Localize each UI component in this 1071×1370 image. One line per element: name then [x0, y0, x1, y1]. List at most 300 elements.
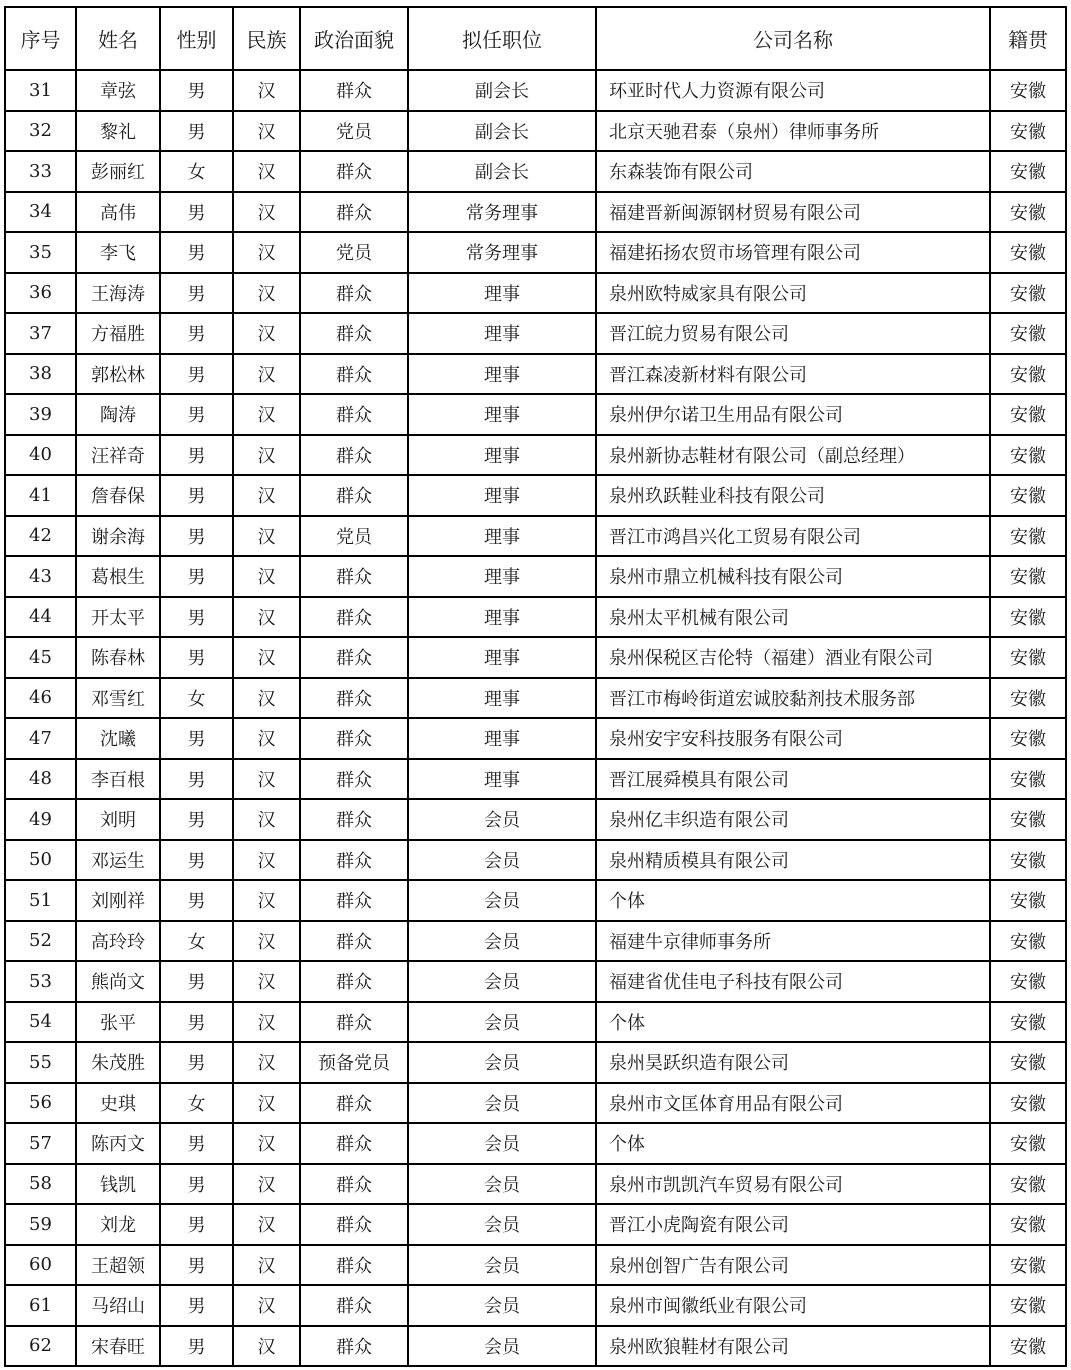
table-row [5, 1204, 1066, 1245]
cell-political-status: 群众 [300, 1204, 408, 1245]
cell-political-status: 群众 [300, 435, 408, 476]
cell-hometown: 安徽 [990, 1123, 1066, 1164]
table-row [5, 516, 1066, 557]
cell-proposed-position: 常务理事 [408, 192, 596, 233]
cell-company-name: 环亚时代人力资源有限公司 [596, 70, 990, 111]
table-row [5, 475, 1066, 516]
cell-ethnicity: 汉 [233, 1002, 300, 1043]
table-row [5, 273, 1066, 314]
cell-serial-number: 50 [5, 840, 76, 881]
cell-proposed-position: 理事 [408, 637, 596, 678]
cell-company-name: 晋江皖力贸易有限公司 [596, 313, 990, 354]
table-row [5, 232, 1066, 273]
cell-ethnicity: 汉 [233, 1164, 300, 1205]
cell-ethnicity: 汉 [233, 151, 300, 192]
cell-serial-number: 37 [5, 313, 76, 354]
cell-proposed-position: 会员 [408, 1204, 596, 1245]
cell-name: 钱凯 [76, 1164, 160, 1205]
cell-proposed-position: 理事 [408, 597, 596, 638]
cell-political-status: 群众 [300, 597, 408, 638]
cell-company-name: 泉州昊跃织造有限公司 [596, 1042, 990, 1083]
cell-serial-number: 56 [5, 1083, 76, 1124]
cell-ethnicity: 汉 [233, 1326, 300, 1367]
cell-gender: 男 [160, 111, 233, 152]
table-row [5, 435, 1066, 476]
cell-hometown: 安徽 [990, 475, 1066, 516]
cell-hometown: 安徽 [990, 1285, 1066, 1326]
cell-serial-number: 55 [5, 1042, 76, 1083]
cell-company-name: 泉州太平机械有限公司 [596, 597, 990, 638]
cell-hometown: 安徽 [990, 799, 1066, 840]
cell-political-status: 群众 [300, 354, 408, 395]
cell-ethnicity: 汉 [233, 516, 300, 557]
cell-name: 刘刚祥 [76, 880, 160, 921]
cell-ethnicity: 汉 [233, 1204, 300, 1245]
cell-name: 汪祥奇 [76, 435, 160, 476]
cell-serial-number: 57 [5, 1123, 76, 1164]
cell-hometown: 安徽 [990, 516, 1066, 557]
cell-gender: 男 [160, 880, 233, 921]
cell-gender: 男 [160, 1285, 233, 1326]
cell-serial-number: 46 [5, 678, 76, 719]
header-row [5, 7, 1066, 70]
cell-name: 章弦 [76, 70, 160, 111]
cell-ethnicity: 汉 [233, 70, 300, 111]
cell-proposed-position: 会员 [408, 1285, 596, 1326]
cell-ethnicity: 汉 [233, 111, 300, 152]
cell-ethnicity: 汉 [233, 799, 300, 840]
header-proposed-position: 拟任职位 [408, 7, 596, 70]
table-row [5, 556, 1066, 597]
cell-serial-number: 35 [5, 232, 76, 273]
cell-serial-number: 38 [5, 354, 76, 395]
cell-gender: 男 [160, 70, 233, 111]
cell-name: 史琪 [76, 1083, 160, 1124]
cell-gender: 女 [160, 151, 233, 192]
cell-name: 彭丽红 [76, 151, 160, 192]
cell-political-status: 群众 [300, 1245, 408, 1286]
cell-political-status: 群众 [300, 921, 408, 962]
cell-serial-number: 61 [5, 1285, 76, 1326]
cell-company-name: 个体 [596, 1123, 990, 1164]
table-row [5, 192, 1066, 233]
cell-ethnicity: 汉 [233, 678, 300, 719]
cell-proposed-position: 会员 [408, 961, 596, 1002]
cell-name: 张平 [76, 1002, 160, 1043]
cell-name: 王超领 [76, 1245, 160, 1286]
cell-ethnicity: 汉 [233, 1083, 300, 1124]
cell-political-status: 群众 [300, 840, 408, 881]
cell-ethnicity: 汉 [233, 1042, 300, 1083]
cell-hometown: 安徽 [990, 556, 1066, 597]
cell-gender: 男 [160, 1204, 233, 1245]
cell-company-name: 东森装饰有限公司 [596, 151, 990, 192]
cell-name: 刘龙 [76, 1204, 160, 1245]
cell-political-status: 群众 [300, 475, 408, 516]
cell-political-status: 群众 [300, 1123, 408, 1164]
cell-name: 马绍山 [76, 1285, 160, 1326]
cell-name: 李百根 [76, 759, 160, 800]
cell-gender: 男 [160, 556, 233, 597]
cell-hometown: 安徽 [990, 597, 1066, 638]
cell-company-name: 北京天驰君泰（泉州）律师事务所 [596, 111, 990, 152]
cell-serial-number: 52 [5, 921, 76, 962]
cell-company-name: 福建晋新闽源钢材贸易有限公司 [596, 192, 990, 233]
cell-political-status: 群众 [300, 880, 408, 921]
cell-company-name: 晋江市鸿昌兴化工贸易有限公司 [596, 516, 990, 557]
cell-hometown: 安徽 [990, 1083, 1066, 1124]
cell-serial-number: 39 [5, 394, 76, 435]
cell-company-name: 晋江市梅岭街道宏诚胶黏剂技术服务部 [596, 678, 990, 719]
cell-proposed-position: 会员 [408, 1042, 596, 1083]
cell-hometown: 安徽 [990, 232, 1066, 273]
cell-political-status: 群众 [300, 799, 408, 840]
cell-proposed-position: 会员 [408, 1002, 596, 1043]
table-row [5, 111, 1066, 152]
cell-proposed-position: 会员 [408, 1245, 596, 1286]
cell-proposed-position: 理事 [408, 313, 596, 354]
cell-ethnicity: 汉 [233, 921, 300, 962]
cell-political-status: 群众 [300, 313, 408, 354]
cell-ethnicity: 汉 [233, 192, 300, 233]
cell-company-name: 泉州亿丰织造有限公司 [596, 799, 990, 840]
cell-name: 高伟 [76, 192, 160, 233]
cell-company-name: 泉州市凯凯汽车贸易有限公司 [596, 1164, 990, 1205]
header-ethnicity: 民族 [233, 7, 300, 70]
cell-serial-number: 31 [5, 70, 76, 111]
table-row [5, 1285, 1066, 1326]
cell-gender: 男 [160, 313, 233, 354]
cell-gender: 男 [160, 718, 233, 759]
cell-ethnicity: 汉 [233, 475, 300, 516]
cell-hometown: 安徽 [990, 273, 1066, 314]
cell-serial-number: 62 [5, 1326, 76, 1367]
cell-proposed-position: 理事 [408, 354, 596, 395]
cell-name: 郭松林 [76, 354, 160, 395]
cell-gender: 男 [160, 232, 233, 273]
cell-hometown: 安徽 [990, 840, 1066, 881]
cell-political-status: 预备党员 [300, 1042, 408, 1083]
cell-hometown: 安徽 [990, 637, 1066, 678]
cell-proposed-position: 副会长 [408, 70, 596, 111]
cell-proposed-position: 理事 [408, 556, 596, 597]
cell-gender: 男 [160, 759, 233, 800]
cell-political-status: 党员 [300, 516, 408, 557]
cell-political-status: 群众 [300, 637, 408, 678]
cell-serial-number: 54 [5, 1002, 76, 1043]
cell-company-name: 泉州伊尔诺卫生用品有限公司 [596, 394, 990, 435]
cell-hometown: 安徽 [990, 1002, 1066, 1043]
cell-gender: 男 [160, 961, 233, 1002]
cell-name: 邓雪红 [76, 678, 160, 719]
cell-company-name: 泉州市文匡体育用品有限公司 [596, 1083, 990, 1124]
cell-name: 开太平 [76, 597, 160, 638]
cell-ethnicity: 汉 [233, 840, 300, 881]
cell-company-name: 晋江展舜模具有限公司 [596, 759, 990, 800]
cell-ethnicity: 汉 [233, 354, 300, 395]
cell-company-name: 个体 [596, 880, 990, 921]
table-row [5, 1002, 1066, 1043]
header-name: 姓名 [76, 7, 160, 70]
cell-serial-number: 41 [5, 475, 76, 516]
cell-ethnicity: 汉 [233, 759, 300, 800]
cell-company-name: 福建拓扬农贸市场管理有限公司 [596, 232, 990, 273]
cell-hometown: 安徽 [990, 111, 1066, 152]
cell-proposed-position: 会员 [408, 1326, 596, 1367]
cell-proposed-position: 会员 [408, 799, 596, 840]
cell-political-status: 群众 [300, 1326, 408, 1367]
cell-political-status: 群众 [300, 151, 408, 192]
cell-political-status: 群众 [300, 192, 408, 233]
cell-political-status: 群众 [300, 1083, 408, 1124]
cell-proposed-position: 会员 [408, 840, 596, 881]
cell-proposed-position: 理事 [408, 678, 596, 719]
cell-gender: 男 [160, 1123, 233, 1164]
table-row [5, 840, 1066, 881]
cell-gender: 女 [160, 921, 233, 962]
cell-ethnicity: 汉 [233, 273, 300, 314]
table-row [5, 880, 1066, 921]
table-row [5, 354, 1066, 395]
cell-name: 熊尚文 [76, 961, 160, 1002]
table-row [5, 313, 1066, 354]
cell-proposed-position: 会员 [408, 1123, 596, 1164]
cell-hometown: 安徽 [990, 1042, 1066, 1083]
cell-gender: 男 [160, 192, 233, 233]
cell-hometown: 安徽 [990, 1164, 1066, 1205]
cell-name: 高玲玲 [76, 921, 160, 962]
cell-serial-number: 43 [5, 556, 76, 597]
cell-company-name: 泉州市闽徽纸业有限公司 [596, 1285, 990, 1326]
cell-serial-number: 53 [5, 961, 76, 1002]
cell-company-name: 泉州欧狼鞋材有限公司 [596, 1326, 990, 1367]
cell-ethnicity: 汉 [233, 313, 300, 354]
table-row [5, 1326, 1066, 1367]
cell-political-status: 群众 [300, 1002, 408, 1043]
cell-gender: 女 [160, 1083, 233, 1124]
cell-company-name: 泉州保税区吉伦特（福建）酒业有限公司 [596, 637, 990, 678]
cell-proposed-position: 理事 [408, 394, 596, 435]
cell-proposed-position: 理事 [408, 718, 596, 759]
cell-gender: 男 [160, 394, 233, 435]
cell-name: 方福胜 [76, 313, 160, 354]
cell-ethnicity: 汉 [233, 961, 300, 1002]
cell-ethnicity: 汉 [233, 394, 300, 435]
table-row [5, 1123, 1066, 1164]
cell-proposed-position: 会员 [408, 1164, 596, 1205]
cell-proposed-position: 理事 [408, 475, 596, 516]
cell-gender: 男 [160, 475, 233, 516]
cell-serial-number: 49 [5, 799, 76, 840]
cell-serial-number: 59 [5, 1204, 76, 1245]
cell-serial-number: 36 [5, 273, 76, 314]
cell-political-status: 群众 [300, 1285, 408, 1326]
cell-political-status: 群众 [300, 273, 408, 314]
cell-ethnicity: 汉 [233, 637, 300, 678]
cell-hometown: 安徽 [990, 313, 1066, 354]
cell-ethnicity: 汉 [233, 556, 300, 597]
cell-hometown: 安徽 [990, 880, 1066, 921]
cell-name: 王海涛 [76, 273, 160, 314]
cell-company-name: 福建省优佳电子科技有限公司 [596, 961, 990, 1002]
cell-name: 朱茂胜 [76, 1042, 160, 1083]
cell-political-status: 群众 [300, 556, 408, 597]
table-row [5, 718, 1066, 759]
cell-proposed-position: 会员 [408, 921, 596, 962]
cell-gender: 男 [160, 1164, 233, 1205]
cell-hometown: 安徽 [990, 759, 1066, 800]
cell-name: 葛根生 [76, 556, 160, 597]
cell-political-status: 党员 [300, 111, 408, 152]
cell-ethnicity: 汉 [233, 232, 300, 273]
cell-name: 詹春保 [76, 475, 160, 516]
cell-gender: 男 [160, 516, 233, 557]
cell-serial-number: 42 [5, 516, 76, 557]
cell-gender: 男 [160, 840, 233, 881]
cell-gender: 男 [160, 799, 233, 840]
cell-ethnicity: 汉 [233, 1123, 300, 1164]
cell-company-name: 个体 [596, 1002, 990, 1043]
cell-political-status: 群众 [300, 718, 408, 759]
cell-hometown: 安徽 [990, 151, 1066, 192]
cell-company-name: 泉州玖跃鞋业科技有限公司 [596, 475, 990, 516]
cell-name: 陈丙文 [76, 1123, 160, 1164]
cell-company-name: 泉州精质模具有限公司 [596, 840, 990, 881]
cell-serial-number: 40 [5, 435, 76, 476]
cell-name: 黎礼 [76, 111, 160, 152]
cell-ethnicity: 汉 [233, 597, 300, 638]
cell-serial-number: 45 [5, 637, 76, 678]
cell-hometown: 安徽 [990, 435, 1066, 476]
table-row [5, 1245, 1066, 1286]
cell-name: 李飞 [76, 232, 160, 273]
cell-company-name: 福建牛京律师事务所 [596, 921, 990, 962]
cell-political-status: 群众 [300, 678, 408, 719]
cell-serial-number: 48 [5, 759, 76, 800]
cell-company-name: 泉州市鼎立机械科技有限公司 [596, 556, 990, 597]
table-row [5, 678, 1066, 719]
cell-proposed-position: 会员 [408, 880, 596, 921]
cell-company-name: 泉州新协志鞋材有限公司（副总经理） [596, 435, 990, 476]
cell-gender: 男 [160, 597, 233, 638]
cell-political-status: 党员 [300, 232, 408, 273]
cell-company-name: 晋江森凌新材料有限公司 [596, 354, 990, 395]
cell-hometown: 安徽 [990, 921, 1066, 962]
cell-ethnicity: 汉 [233, 435, 300, 476]
cell-gender: 男 [160, 637, 233, 678]
cell-proposed-position: 理事 [408, 273, 596, 314]
cell-name: 沈曦 [76, 718, 160, 759]
cell-gender: 男 [160, 1042, 233, 1083]
cell-name: 邓运生 [76, 840, 160, 881]
cell-company-name: 泉州创智广告有限公司 [596, 1245, 990, 1286]
header-company-name: 公司名称 [596, 7, 990, 70]
cell-name: 陶涛 [76, 394, 160, 435]
cell-proposed-position: 理事 [408, 435, 596, 476]
cell-name: 谢余海 [76, 516, 160, 557]
table-row [5, 151, 1066, 192]
cell-ethnicity: 汉 [233, 1245, 300, 1286]
cell-hometown: 安徽 [990, 961, 1066, 1002]
cell-hometown: 安徽 [990, 70, 1066, 111]
cell-gender: 男 [160, 1245, 233, 1286]
header-gender: 性别 [160, 7, 233, 70]
cell-name: 宋春旺 [76, 1326, 160, 1367]
header-political-status: 政治面貌 [300, 7, 408, 70]
cell-serial-number: 33 [5, 151, 76, 192]
cell-gender: 男 [160, 435, 233, 476]
cell-company-name: 晋江小虎陶瓷有限公司 [596, 1204, 990, 1245]
table-row [5, 70, 1066, 111]
cell-ethnicity: 汉 [233, 718, 300, 759]
cell-proposed-position: 副会长 [408, 151, 596, 192]
cell-gender: 男 [160, 354, 233, 395]
cell-gender: 女 [160, 678, 233, 719]
table-row [5, 961, 1066, 1002]
cell-serial-number: 47 [5, 718, 76, 759]
cell-political-status: 群众 [300, 1164, 408, 1205]
table-row [5, 799, 1066, 840]
cell-serial-number: 58 [5, 1164, 76, 1205]
cell-name: 刘明 [76, 799, 160, 840]
table-row [5, 1083, 1066, 1124]
table-row [5, 1164, 1066, 1205]
cell-hometown: 安徽 [990, 1326, 1066, 1367]
cell-hometown: 安徽 [990, 678, 1066, 719]
cell-proposed-position: 理事 [408, 759, 596, 800]
cell-ethnicity: 汉 [233, 1285, 300, 1326]
cell-company-name: 泉州欧特威家具有限公司 [596, 273, 990, 314]
cell-hometown: 安徽 [990, 1245, 1066, 1286]
cell-political-status: 群众 [300, 759, 408, 800]
cell-proposed-position: 常务理事 [408, 232, 596, 273]
table-row [5, 637, 1066, 678]
cell-hometown: 安徽 [990, 1204, 1066, 1245]
table-row [5, 759, 1066, 800]
cell-proposed-position: 理事 [408, 516, 596, 557]
header-serial-number: 序号 [5, 7, 76, 70]
cell-gender: 男 [160, 273, 233, 314]
cell-hometown: 安徽 [990, 394, 1066, 435]
cell-ethnicity: 汉 [233, 880, 300, 921]
cell-political-status: 群众 [300, 394, 408, 435]
cell-proposed-position: 副会长 [408, 111, 596, 152]
table-row [5, 597, 1066, 638]
cell-name: 陈春林 [76, 637, 160, 678]
cell-hometown: 安徽 [990, 192, 1066, 233]
cell-serial-number: 51 [5, 880, 76, 921]
cell-political-status: 群众 [300, 70, 408, 111]
table-row [5, 921, 1066, 962]
table-row [5, 1042, 1066, 1083]
cell-proposed-position: 会员 [408, 1083, 596, 1124]
table-body [5, 70, 1066, 1366]
cell-gender: 男 [160, 1326, 233, 1367]
cell-serial-number: 60 [5, 1245, 76, 1286]
table-header [5, 7, 1066, 70]
member-roster-table [4, 6, 1067, 1367]
cell-hometown: 安徽 [990, 354, 1066, 395]
cell-company-name: 泉州安宇安科技服务有限公司 [596, 718, 990, 759]
table-row [5, 394, 1066, 435]
cell-serial-number: 44 [5, 597, 76, 638]
cell-serial-number: 34 [5, 192, 76, 233]
cell-hometown: 安徽 [990, 718, 1066, 759]
cell-political-status: 群众 [300, 961, 408, 1002]
header-hometown: 籍贯 [990, 7, 1066, 70]
cell-serial-number: 32 [5, 111, 76, 152]
cell-gender: 男 [160, 1002, 233, 1043]
